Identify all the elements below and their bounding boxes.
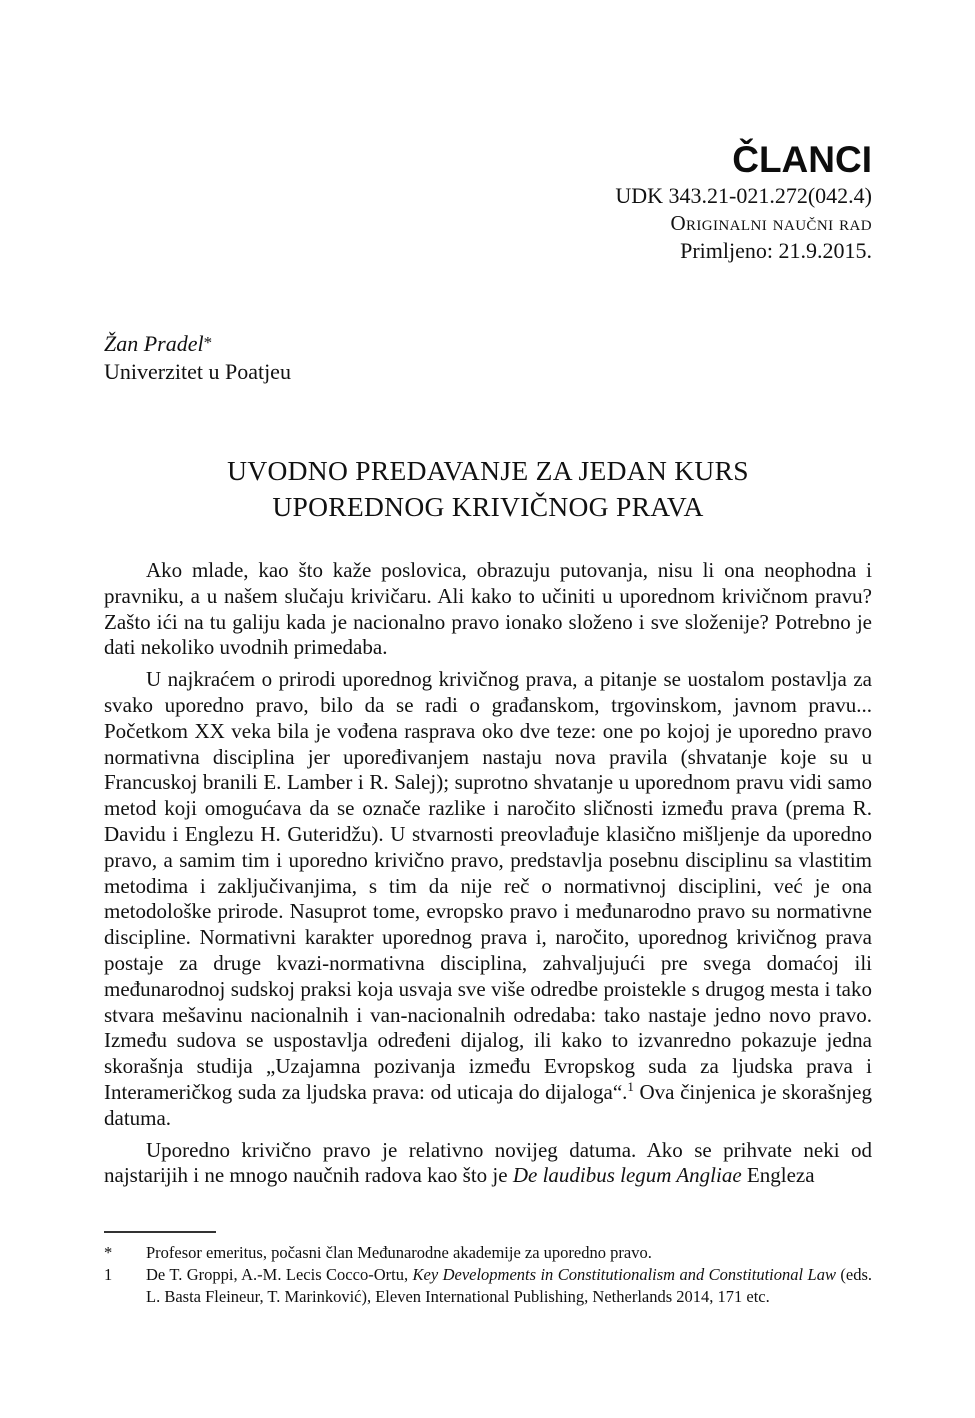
footnote-1-publication: (eds. L. Basta Fleineur, T. Marinković), Eleven International Publishing, Netherlands 2014, 171 etc. bbox=[146, 1265, 872, 1306]
footnote-1 bbox=[104, 1264, 872, 1308]
author-affiliation: Univerzitet u Poatjeu bbox=[104, 359, 291, 384]
footnote-ref-1[interactable]: 1 bbox=[627, 1078, 634, 1094]
author-name-line bbox=[104, 330, 291, 358]
paragraph-3-text: Uporedno krivično pravo je relativno novijeg datuma. Ako se prihvate neki od najstarijih i ne mnogo naučnih radova kao što je bbox=[104, 1137, 872, 1188]
article-type: Originalni naučni rad bbox=[670, 211, 872, 235]
article-title bbox=[104, 453, 872, 525]
article-title-line-1: UVODNO PREDAVANJE ZA JEDAN KURS bbox=[227, 455, 749, 486]
footnote-separator bbox=[104, 1231, 216, 1233]
footnote-text bbox=[146, 1264, 872, 1308]
body-paragraph-3 bbox=[104, 1138, 872, 1190]
paragraph-2-text: U najkraćem o prirodi uporednog krivičnog prava, a pitanje se uostalom postavlja za svako uporedno pravo, bilo da se radi o građanskom, trgovinskom, javnom pravu... Početkom XX veka bila je vođena rasprava oko dve teze: one po kojoj je uporedno pravo normativna disciplina jer upoređivanjem nastaju nova pravila (shvatanje koje su u Francuskoj branili E. Lamber i R. Salej); suprotno shvatanje u uporednom pravu vidi samo metod koji omogućava da se označe razlike i naročito sličnosti između prava (prema R. Davidu i Englezu H. Guteridžu). U stvarnosti preovlađuje klasično mišljenje da uporedno pravo, a samim tim i uporedno krivično pravo, predstavlja posebnu disciplinu sa vlastitim metodima i zaključivanjima, s tim da nije reč o normativnoj disciplini, već je ona metodološke prirode. Nasuprot tome, evropsko pravo i međunarodno pravo su normativne discipline. Normativni karakter uporednog prava i, naročito, uporednog krivičnog prava postaje za druge kvazi-normativna disciplina, zahvaljujući pre svega domaćoj ili međunarodnoj sudskoj praksi koja usvaja sve više odredbe proistekle s drugog mesta i tako stvara mešavinu nacionalnih i van-nacionalnih odredaba: tako nastaje jedno novo pravo. Između sudova se uspostavlja određeni dijalog, ili kako to izvanredno pokazuje jedna skorašnja studija „Uzajamna pozivanja između Evropskog suda za ljudska prava i Interameričkog suda za ljudska prava: od uticaja do dijaloga“. bbox=[104, 667, 872, 1104]
footnote-1-book-title: Key Developments in Constitutionalism and Constitutional Law bbox=[412, 1265, 836, 1284]
body-paragraph-2 bbox=[104, 667, 872, 1131]
udk-code: UDK 343.21-021.272(042.4) bbox=[615, 183, 872, 208]
footnote-star bbox=[104, 1242, 872, 1264]
footnote-text: Profesor emeritus, počasni član Međunarodne akademije za uporedno pravo. bbox=[146, 1243, 652, 1262]
footnote-1-authors: De T. Groppi, A.-M. Lecis Cocco-Ortu, bbox=[146, 1265, 413, 1284]
author-name: Žan Pradel bbox=[104, 331, 204, 356]
paragraph-2-text-end: Ova činjenica je skorašnjeg datuma. bbox=[104, 1079, 872, 1130]
section-title: ČLANCI bbox=[732, 139, 872, 180]
italic-work-title: De laudibus legum Angliae bbox=[512, 1163, 742, 1188]
author-footnote-marker[interactable]: * bbox=[203, 333, 213, 352]
body-paragraph-1: Ako mlade, kao što kaže poslovica, obrazuju putovanja, nisu li ona neophodna i pravniku, a u našem slučaju krivičaru. Ali kako to učiniti u uporednom krivičnom pravu? Zašto ići na tu galiju kada je nacionalno pravo ionako složeno i sve složenije? Potrebno je dati nekoliko uvodnih primedaba. bbox=[104, 558, 872, 660]
section-header bbox=[104, 138, 872, 266]
received-date: Primljeno: 21.9.2015. bbox=[680, 238, 872, 263]
paragraph-3-text-end: Engleza bbox=[741, 1163, 815, 1188]
author-block bbox=[104, 330, 291, 386]
article-body bbox=[104, 558, 872, 1195]
footnote-marker: * bbox=[104, 1243, 113, 1262]
footnote-marker: 1 bbox=[104, 1265, 113, 1284]
footnotes bbox=[104, 1242, 872, 1308]
article-title-line-2: UPOREDNOG KRIVIČNOG PRAVA bbox=[272, 491, 704, 522]
